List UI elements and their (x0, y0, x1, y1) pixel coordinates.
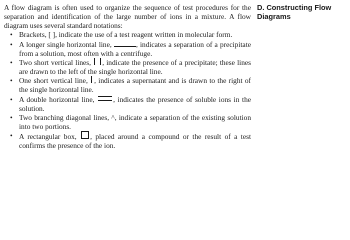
list-item-text: A longer single horizontal line, (19, 39, 112, 49)
list-item-text: Two short vertical lines, (19, 57, 91, 67)
list-item (4, 40, 251, 58)
list-item-text: , indicates the presence of soluble ions in the solution. (19, 94, 251, 113)
list-item (4, 76, 251, 94)
list-item-text: Brackets, [ ], indicate the use of a test reagent written in molecular form. (19, 30, 233, 40)
list-item-text: A double horizontal line, (19, 94, 95, 104)
notation-list (4, 30, 251, 150)
list-item-text: , indicate the presence of a precipitate; these lines are drawn to the left of the single horizontal line. (19, 57, 251, 77)
rectangular-box-symbol (81, 131, 89, 139)
list-item-text: One short vertical line, (19, 76, 88, 86)
list-item (4, 113, 251, 131)
list-item-text: A rectangular box, (19, 132, 77, 142)
double-vertical-line-symbol (94, 58, 101, 65)
list-item (4, 30, 251, 39)
list-item (4, 95, 251, 113)
single-vertical-line-symbol (91, 76, 93, 83)
double-horizontal-line-symbol (98, 96, 112, 101)
section-heading: D. Constructing Flow Diagrams (257, 3, 332, 22)
document-body (4, 3, 251, 151)
list-item-text: , indicates a separation of a precipitate from a solution, most often with a centrifuge. (19, 39, 251, 58)
list-item (4, 131, 251, 150)
single-line-symbol (114, 41, 136, 47)
list-item-text: , placed around a compound or the result of a test confirms the presence of the ion. (19, 132, 251, 151)
list-item-text: , indicates a supernatant and is drawn to the right of the single horizontal line. (19, 76, 252, 95)
list-item (4, 58, 251, 76)
intro-paragraph: A flow diagram is often used to organize the sequence of test procedures for the separation and identification of the large number of ions in a mixture. A flow diagram uses several standard notations: (4, 3, 251, 31)
list-item-text: Two branching diagonal lines, ^, indicate a separation of the existing solution into two portions. (19, 112, 251, 132)
